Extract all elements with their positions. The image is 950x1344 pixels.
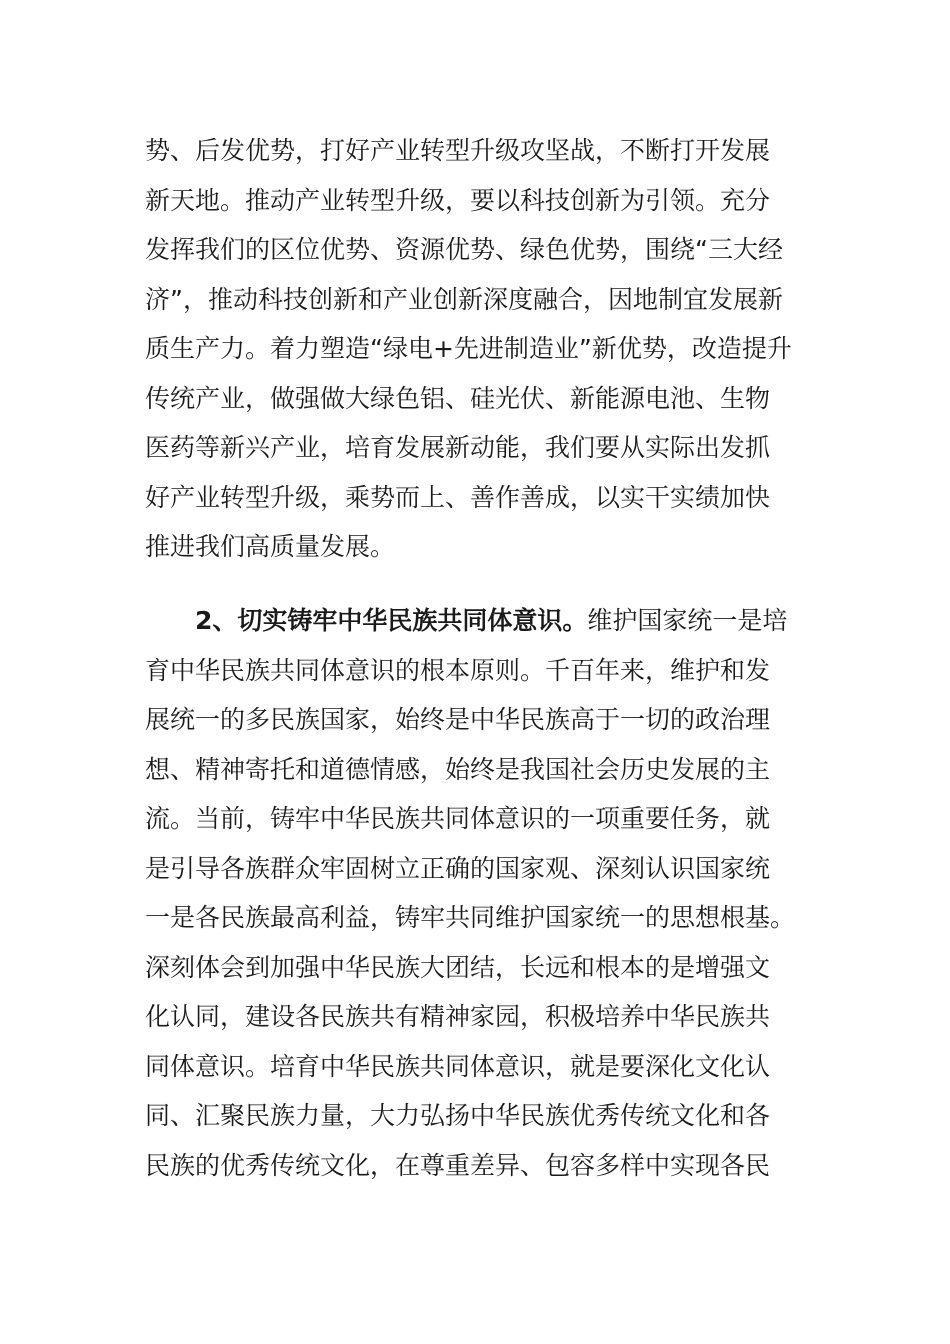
paragraph-2-line: 同、汇聚民族力量，大力弘扬中华民族优秀传统文化和各 bbox=[145, 1101, 771, 1130]
paragraph-2-line: 化认同，建设各民族共有精神家园，积极培养中华民族共 bbox=[145, 1002, 771, 1031]
paragraph-1-line: 发挥我们的区位优势、资源优势、绿色优势，围绕“三大经 bbox=[145, 235, 783, 264]
paragraph-1-line: 医药等新兴产业，培育发展新动能，我们要从实际出发抓 bbox=[145, 433, 771, 462]
paragraph-2-first-line-text: 维护国家统一是培 bbox=[587, 606, 788, 635]
paragraph-1-line: 推进我们高质量发展。 bbox=[145, 532, 396, 561]
paragraph-1-line: 质生产力。着力塑造“绿电+先进制造业”新优势，改造提升 bbox=[145, 334, 792, 363]
paragraph-2-line: 流。当前，铸牢中华民族共同体意识的一项重要任务，就 bbox=[145, 804, 771, 833]
paragraph-2-first-line bbox=[145, 596, 805, 646]
paragraph-1-line: 传统产业，做强做大绿色铝、硅光伏、新能源电池、生物 bbox=[145, 383, 771, 413]
paragraph-2-line: 一是各民族最高利益，铸牢共同维护国家统一的思想根基。 bbox=[145, 903, 796, 932]
paragraph-2-line: 想、精神寄托和道德情感，始终是我国社会历史发展的主 bbox=[145, 754, 771, 784]
paragraph-2-line: 是引导各族群众牢固树立正确的国家观、深刻认识国家统 bbox=[145, 853, 771, 883]
paragraph-2-line: 同体意识。培育中华民族共同体意识，就是要深化文化认 bbox=[145, 1051, 771, 1081]
paragraph-1-line: 济”，推动科技创新和产业创新深度融合，因地制宜发展新 bbox=[145, 284, 783, 314]
paragraph-2 bbox=[145, 596, 805, 1190]
paragraph-2-line: 展统一的多民族国家，始终是中华民族高于一切的政治理 bbox=[145, 705, 771, 734]
paragraph-2-line: 深刻体会到加强中华民族大团结，长远和根本的是增强文 bbox=[145, 952, 771, 982]
section-heading: 2、切实铸牢中华民族共同体意识。 bbox=[195, 606, 588, 635]
paragraph-1-line: 势、后发优势，打好产业转型升级攻坚战，不断打开发展 bbox=[145, 136, 771, 165]
paragraph-2-line: 民族的优秀传统文化，在尊重差异、包容多样中实现各民 bbox=[145, 1150, 771, 1180]
paragraph-2-line: 育中华民族共同体意识的根本原则。千百年来，维护和发 bbox=[145, 655, 771, 685]
paragraph-1-line: 好产业转型升级，乘势而上、善作善成，以实干实绩加快 bbox=[145, 482, 771, 512]
paragraph-1 bbox=[145, 126, 805, 572]
paragraph-1-line: 新天地。推动产业转型升级，要以科技创新为引领。充分 bbox=[145, 185, 771, 215]
